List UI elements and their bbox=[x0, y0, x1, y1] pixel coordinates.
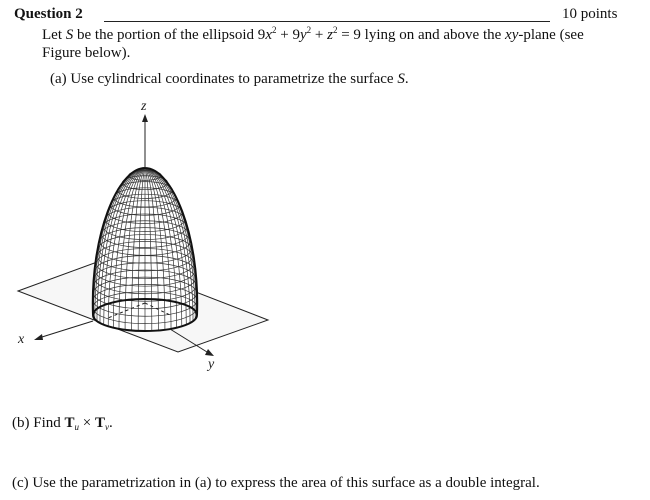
z-axis-label: z bbox=[141, 99, 147, 114]
x-axis bbox=[17, 321, 93, 347]
intro-line-2: Figure below). bbox=[42, 45, 131, 61]
y-axis-label: y bbox=[208, 357, 215, 372]
title-rule bbox=[104, 21, 550, 22]
ellipsoid-surface bbox=[93, 168, 197, 331]
points-label: 10 points bbox=[562, 6, 618, 22]
x-axis-label: x bbox=[18, 332, 25, 347]
ellipsoid-figure bbox=[0, 90, 300, 390]
question-title: Question 2 bbox=[14, 6, 83, 22]
intro-line-1: Let S be the portion of the ellipsoid $9x^2 + 9y^2 + z^2 = 9$ lying on and above the xy-plane (see bbox=[42, 25, 584, 43]
part-b-question: (b) Find $T_u \times T_v$. bbox=[12, 415, 113, 432]
part-a-question: (a) Use cylindrical coordinates to parametrize the surface S. bbox=[50, 71, 409, 87]
z-axis bbox=[140, 99, 148, 168]
part-c-question: (c) Use the parametrization in (a) to express the area of this surface as a double integral. bbox=[12, 475, 540, 491]
